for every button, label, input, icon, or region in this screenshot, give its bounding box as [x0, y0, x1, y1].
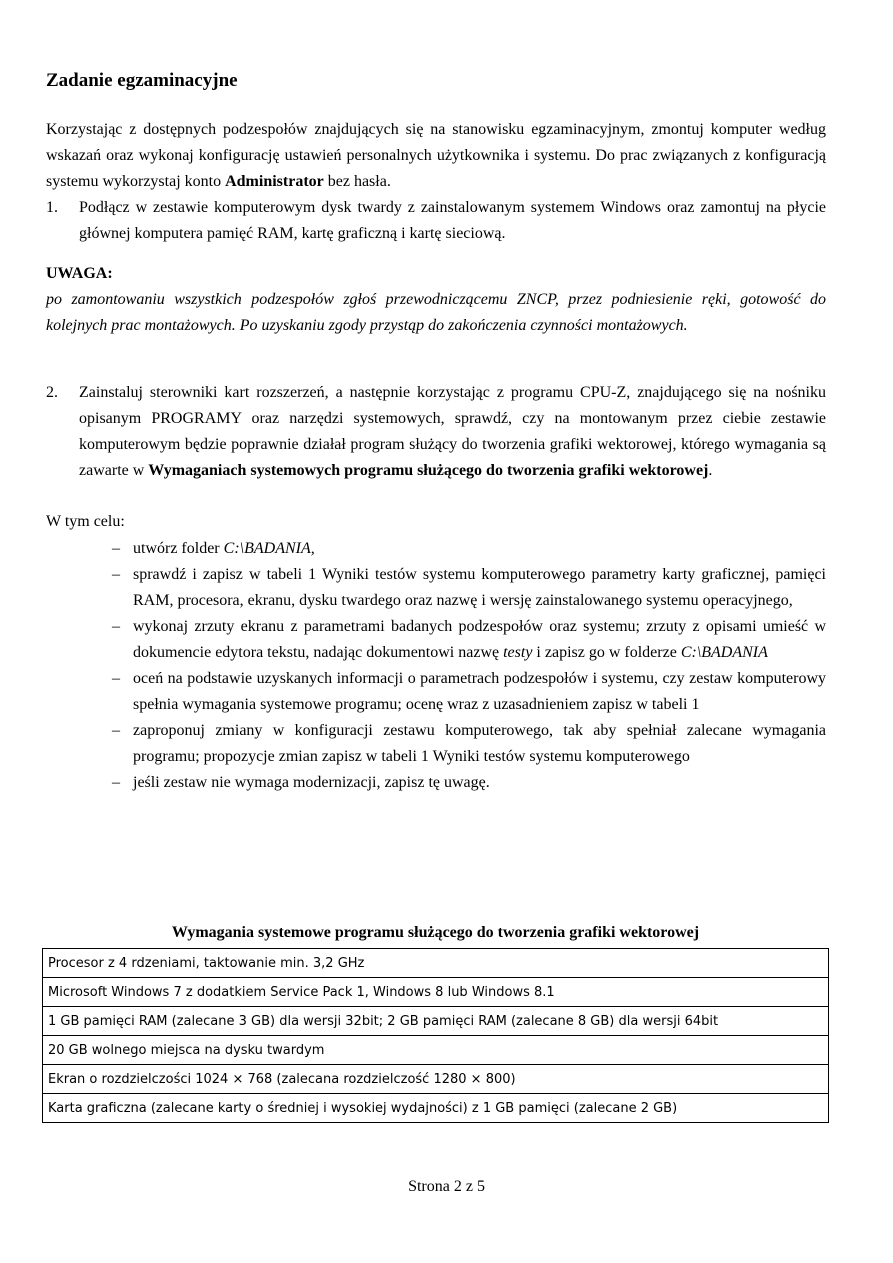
intro-account: Administrator — [225, 173, 324, 190]
dash-bullet: – — [112, 774, 120, 791]
item2-after: . — [708, 462, 713, 479]
list-item: – wykonaj zrzuty ekranu z parametrami badanych podzespołów oraz systemu; zrzuty z opisami umieść w dokumencie edytora tekstu, nadając dokumentowi nazwę testy i zapisz go w folderze C:\BADANIA — [112, 614, 826, 666]
table-row — [43, 1007, 829, 1036]
table-row — [43, 1094, 829, 1123]
intro-text: Korzystając z dostępnych podzespołów znajdujących się na stanowisku egzaminacyjnym, zmontuj komputer według wskazań oraz wykonaj konfigurację ustawień personalnych użytkownika i systemu. Do prac związanych z konfiguracją systemu wykorzystaj konto — [46, 121, 826, 190]
table-row — [43, 1036, 829, 1065]
table-cell: Ekran o rozdzielczości 1024 × 768 (zalecana rozdzielczość 1280 × 800) — [43, 1065, 829, 1094]
page-title: Zadanie egzaminacyjne — [46, 70, 238, 91]
requirements-table — [42, 948, 829, 1123]
page-number: Strona 2 z 5 — [408, 1178, 485, 1195]
item2-requirements-ref: Wymaganiach systemowych programu służącego do tworzenia grafiki wektorowej — [148, 462, 709, 479]
document-name: testy — [503, 644, 533, 661]
dash-bullet: – — [112, 670, 120, 687]
folder-path: C:\BADANIA, — [223, 540, 315, 557]
dash-bullet: – — [112, 566, 120, 583]
note-heading: UWAGA: — [46, 265, 113, 282]
list-item: – jeśli zestaw nie wymaga modernizacji, zapisz tę uwagę. — [112, 770, 826, 796]
note-text: po zamontowaniu wszystkich podzespołów zgłoś przewodniczącemu ZNCP, przez podniesienie ręki, gotowość do kolejnych prac montażowych. Po uzyskaniu zgody przystąp do zakończenia czynności montażowych. — [46, 291, 826, 334]
list-item: – utwórz folder C:\BADANIA, — [112, 536, 826, 562]
intro-paragraph — [46, 117, 826, 195]
item-text — [79, 380, 826, 484]
subtask-list — [112, 536, 826, 796]
requirements-title: Wymagania systemowe programu służącego do tworzenia grafiki wektorowej — [171, 924, 700, 941]
table-cell: Microsoft Windows 7 z dodatkiem Service Pack 1, Windows 8 lub Windows 8.1 — [43, 978, 829, 1007]
list-item: – zaproponuj zmiany w konfiguracji zestawu komputerowego, tak aby spełniał zalecane wymagania programu; propozycje zmian zapisz w tabeli 1 Wyniki testów systemu komputerowego — [112, 718, 826, 770]
dash-bullet: – — [112, 722, 120, 739]
table-row — [43, 1065, 829, 1094]
list-item: – oceń na podstawie uzyskanych informacji o parametrach podzespołów i systemu, czy zestaw komputerowy spełnia wymagania systemowe programu; ocenę wraz z uzasadnieniem zapisz w tabeli 1 — [112, 666, 826, 718]
dash-bullet: – — [112, 618, 120, 635]
intro-after: bez hasła. — [323, 173, 391, 190]
purpose-label: W tym celu: — [46, 513, 125, 530]
table-cell: Karta graficzna (zalecane karty o średniej i wysokiej wydajności) z 1 GB pamięci (zalecane 2 GB) — [43, 1094, 829, 1123]
table-row — [43, 949, 829, 978]
folder-path: C:\BADANIA — [680, 644, 768, 661]
task-item-2 — [46, 380, 826, 484]
table-cell: 1 GB pamięci RAM (zalecane 3 GB) dla wersji 32bit; 2 GB pamięci RAM (zalecane 8 GB) dla wersji 64bit — [43, 1007, 829, 1036]
item2-text: Zainstaluj sterowniki kart rozszerzeń, a następnie korzystając z programu CPU-Z, znajdującego się na nośniku opisanym PROGRAMY oraz narzędzi systemowych, sprawdź, czy na montowanym przez ciebie zestawie komputerowym będzie poprawnie działał program służący do tworzenia grafiki wektorowej, którego wymagania są zawarte w — [79, 384, 826, 479]
list-item: – sprawdź i zapisz w tabeli 1 Wyniki testów systemu komputerowego parametry karty graficznej, pamięci RAM, procesora, ekranu, dysku twardego oraz nazwę i wersję zainstalowanego systemu operacyjnego, — [112, 562, 826, 614]
item-text: Podłącz w zestawie komputerowym dysk twardy z zainstalowanym systemem Windows oraz zamontuj na płycie głównej komputera pamięć RAM, kartę graficzną i kartę sieciową. — [79, 199, 826, 242]
table-cell: 20 GB wolnego miejsca na dysku twardym — [43, 1036, 829, 1065]
table-cell: Procesor z 4 rdzeniami, taktowanie min. 3,2 GHz — [43, 949, 829, 978]
item-number: 1. — [46, 199, 58, 216]
task-item-1 — [46, 195, 826, 247]
dash-bullet: – — [112, 540, 120, 557]
table-row — [43, 978, 829, 1007]
item-number: 2. — [46, 384, 58, 401]
